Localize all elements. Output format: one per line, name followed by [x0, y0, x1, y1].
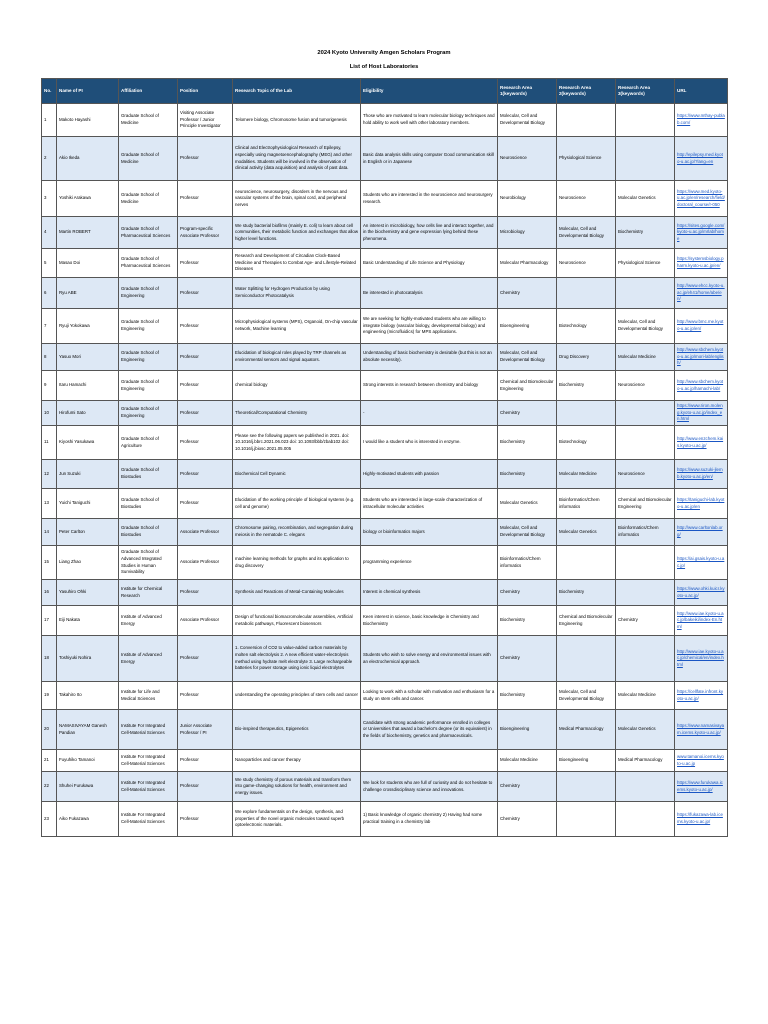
cell-area-1: Biochemistry — [498, 606, 557, 636]
cell-area-2 — [557, 104, 616, 137]
cell-area-1: Bioengineering — [498, 710, 557, 750]
lab-url-link[interactable]: http://www.ehcc.kyoto-u.ac.jp/eh41/home/abe/en/ — [677, 283, 725, 302]
cell-url — [675, 750, 728, 772]
cell-area-1: Chemistry — [498, 580, 557, 606]
lab-url-link[interactable]: https://systemsbiology.pharm.kyoto-u.ac.jp/en/ — [677, 256, 724, 268]
cell-area-3: Physiological Science — [616, 249, 675, 278]
cell-area-1: Chemistry — [498, 278, 557, 309]
cell-area-3: Bioinformatics/Chem informatics — [616, 519, 675, 546]
cell-area-1: Biochemistry — [498, 426, 557, 460]
cell-affiliation: Graduate School of Advanced Integrated Studies in Human Survivability — [119, 546, 178, 580]
lab-url-link[interactable]: https://www.ohki.kuicr.kyoto-u.ac.jp/ — [677, 585, 725, 598]
cell-no: 6 — [42, 278, 57, 309]
table-row — [42, 546, 728, 580]
header-area-2: Research Area 2(keywords) — [557, 79, 616, 104]
cell-eligibility: Be interested in photocatalysis — [361, 278, 498, 309]
header-name: Name of PI — [57, 79, 119, 104]
cell-url — [675, 217, 728, 249]
document-title: 2024 Kyoto University Amgen Scholars Program — [317, 50, 451, 56]
cell-area-3: Biochemistry — [616, 217, 675, 249]
table-row — [42, 460, 728, 489]
cell-eligibility: programming experience — [361, 546, 498, 580]
cell-area-1: Biochemistry — [498, 460, 557, 489]
cell-affiliation: Graduate School of Engineering — [119, 344, 178, 371]
cell-url — [675, 710, 728, 750]
header-affiliation: Affiliation — [119, 79, 178, 104]
cell-eligibility: Basic Understanding of Life Science and Physiology — [361, 249, 498, 278]
cell-eligibility — [361, 750, 498, 772]
cell-url — [675, 344, 728, 371]
cell-no: 12 — [42, 460, 57, 489]
table-row — [42, 750, 728, 772]
table-row — [42, 710, 728, 750]
cell-topic: We study bacterial biofilms (mainly E. coli) to learn about cell communities, their metabolic function and exchanges that allow higher level functions. — [233, 217, 361, 249]
cell-eligibility: Those who are motivated to learn molecular biology techniques and hold ability to work well with other laboratory members. — [361, 104, 498, 137]
cell-area-2: Drug Discovery — [557, 344, 616, 371]
cell-eligibility: biology or bioinformatics majors — [361, 519, 498, 546]
cell-url — [675, 426, 728, 460]
cell-affiliation: Institute for Chemical Research — [119, 580, 178, 606]
cell-area-1: Chemistry — [498, 802, 557, 837]
cell-position: Professor — [178, 401, 233, 426]
cell-no: 2 — [42, 137, 57, 181]
table-header-row — [42, 79, 728, 104]
cell-name: Jun Suzuki — [57, 460, 119, 489]
cell-area-1: Molecular, Cell and Developmental Biology — [498, 104, 557, 137]
cell-name: Masao Doi — [57, 249, 119, 278]
lab-url-link[interactable]: https://taniguchi-lab.kyoto-u.ac.jp/en — [677, 496, 725, 509]
cell-topic: 1. Conversion of CO2 to value-added carbon materials by molten salt electrolysis 2. A new efficient water-electrolysis method using hydrate melt electrolyte 3. Large rechargeable batteries for power storage using ionic liquid electrolytes — [233, 636, 361, 682]
cell-eligibility: Basic data analysis skills using computer Good communication skill in English or in Japanese — [361, 137, 498, 181]
cell-eligibility: Looking to work with a scholar with motivation and enthusiasm for a study on stem cells and cancer. — [361, 682, 498, 710]
cell-area-1: Molecular Medicine — [498, 750, 557, 772]
table-row — [42, 426, 728, 460]
cell-no: 18 — [42, 636, 57, 682]
cell-affiliation: Graduate School of Agriculture — [119, 426, 178, 460]
cell-eligibility: - — [361, 401, 498, 426]
table-row — [42, 802, 728, 837]
cell-area-3 — [616, 137, 675, 181]
cell-no: 19 — [42, 682, 57, 710]
cell-url — [675, 772, 728, 802]
cell-affiliation: Graduate School of Biostudies — [119, 489, 178, 519]
table-row — [42, 137, 728, 181]
cell-area-2: Medical Pharmacology — [557, 710, 616, 750]
cell-area-2: Chemical and Biomolecular Engineering — [557, 606, 616, 636]
table-row — [42, 606, 728, 636]
cell-position: Professor — [178, 137, 233, 181]
table-row — [42, 401, 728, 426]
cell-position: Professor — [178, 460, 233, 489]
cell-area-1: Neuroscience — [498, 137, 557, 181]
cell-area-3: Neuroscience — [616, 371, 675, 401]
cell-affiliation: Institute For Integrated Cell-Material Sciences — [119, 802, 178, 837]
cell-url — [675, 309, 728, 344]
lab-url-link[interactable]: http://www.iae.kyoto-u.ac.jp/chemical/en/index.html — [677, 648, 724, 667]
cell-eligibility: Understanding of basic biochemistry is desirable (but this is not an absolute necessity). — [361, 344, 498, 371]
cell-url — [675, 137, 728, 181]
cell-url — [675, 104, 728, 137]
cell-position: Professor — [178, 309, 233, 344]
cell-affiliation: Graduate School of Engineering — [119, 371, 178, 401]
header-area-1: Research Area 1(keywords) — [498, 79, 557, 104]
cell-affiliation: Institute for Life and Medical Sciences — [119, 682, 178, 710]
cell-area-2: Biotechnology — [557, 426, 616, 460]
cell-position: Professor — [178, 636, 233, 682]
cell-eligibility: 1) Basic knowledge of organic chemistry 2) Having had some practical training in a chemistry lab — [361, 802, 498, 837]
lab-url-link[interactable]: https://cellfate.infront.kyoto-u.ac.jp/ — [677, 688, 724, 701]
cell-area-3 — [616, 278, 675, 309]
cell-no: 22 — [42, 772, 57, 802]
cell-area-2: Neuroscience — [557, 181, 616, 217]
cell-area-2: Molecular, Cell and Developmental Biology — [557, 682, 616, 710]
cell-eligibility: Interest in chemical synthesis — [361, 580, 498, 606]
cell-area-1: Molecular Pharmacology — [498, 249, 557, 278]
lab-url-link[interactable]: https://fukazawa-lab.icems.kyoto-u.ac.jp/ — [677, 812, 723, 824]
cell-topic: Design of functional biomacromolecular assemblies, Artificial metabolic pathways, Fluorescent biosensors — [233, 606, 361, 636]
cell-no: 5 — [42, 249, 57, 278]
cell-topic: machine learning methods for graphs and its application to drug discovery — [233, 546, 361, 580]
table-row — [42, 217, 728, 249]
cell-eligibility: Students who wish to solve energy and environmental issues with an electrochemical approach. — [361, 636, 498, 682]
cell-area-2 — [557, 546, 616, 580]
cell-area-2: Molecular Genetics — [557, 519, 616, 546]
cell-area-3 — [616, 772, 675, 802]
cell-url — [675, 802, 728, 837]
cell-affiliation: Graduate School of Engineering — [119, 309, 178, 344]
cell-area-1: Molecular Genetics — [498, 489, 557, 519]
cell-area-3: Chemical and Biomolecular Engineering — [616, 489, 675, 519]
cell-eligibility: I would like a student who is interested in enzyme. — [361, 426, 498, 460]
cell-no: 21 — [42, 750, 57, 772]
cell-no: 15 — [42, 546, 57, 580]
cell-no: 16 — [42, 580, 57, 606]
cell-topic: Theoretical/Computational Chemistry — [233, 401, 361, 426]
cell-topic: Research and Development of Circadian Clock-Based Medicine and Therapies to Combat Age- and Lifestyle-Related Diseases — [233, 249, 361, 278]
cell-position: Professor — [178, 371, 233, 401]
header-position: Position — [178, 79, 233, 104]
cell-area-3 — [616, 546, 675, 580]
cell-affiliation: Graduate School of Engineering — [119, 401, 178, 426]
cell-eligibility: We are seeking for highly-motivated students who are willing to integrate biology (vascular biology, developmental biology) and engineering (microfluidics) for MPS applications. — [361, 309, 498, 344]
cell-area-2: Biotechnology — [557, 309, 616, 344]
cell-no: 4 — [42, 217, 57, 249]
cell-name: Yasuhiro Ohki — [57, 580, 119, 606]
lab-url-link[interactable]: https://www.riron.moleng.kyoto-u.ac.jp/index_en.html — [677, 403, 723, 422]
table-row — [42, 489, 728, 519]
cell-area-2 — [557, 278, 616, 309]
lab-url-link[interactable]: https://ai.gsais.kyoto-u.ac.jp/ — [677, 555, 725, 568]
cell-area-2: Bioinformatics/Chem informatics — [557, 489, 616, 519]
cell-area-3 — [616, 401, 675, 426]
cell-name: Hirofumi Sato — [57, 401, 119, 426]
cell-area-2: Molecular, Cell and Developmental Biology — [557, 217, 616, 249]
cell-topic: Synthesis and Reactions of Metal-Containing Molecules — [233, 580, 361, 606]
cell-position: Professor — [178, 344, 233, 371]
cell-no: 20 — [42, 710, 57, 750]
table-row — [42, 682, 728, 710]
cell-url — [675, 401, 728, 426]
cell-name: Toshiyuki Nohira — [57, 636, 119, 682]
cell-name: NAMASIVAYAM Ganesh Pandian — [57, 710, 119, 750]
cell-affiliation: Institute of Advanced Energy — [119, 606, 178, 636]
cell-area-1: Neurobiology — [498, 181, 557, 217]
lab-url-link[interactable]: http://www.iae.kyoto-u.ac.jp/bakeiki/index-En.html — [677, 610, 724, 629]
cell-position: Professor — [178, 249, 233, 278]
lab-url-link[interactable]: http://www.carltonlab.org/ — [677, 525, 723, 537]
cell-eligibility: Keen interest in science, basic knowledge in Chemistry and Biochemistry — [361, 606, 498, 636]
cell-url — [675, 636, 728, 682]
table-row — [42, 181, 728, 217]
header-eligibility: Eligibility — [361, 79, 498, 104]
cell-name: Yuichi Taniguchi — [57, 489, 119, 519]
cell-affiliation: Graduate School of Pharmaceutical Sciences — [119, 249, 178, 278]
cell-name: Yoshiki Arakawa — [57, 181, 119, 217]
header-area-3: Research Area 3(keywords) — [616, 79, 675, 104]
cell-name: Eiji Nakata — [57, 606, 119, 636]
cell-topic: Clinical and Electrophysiological Research of Epilepsy, especially using magnetoencephalography (MEG) and other modalities. Students will be involved in the observation of clinical activity (data acquisition) and analysis of past data. — [233, 137, 361, 181]
cell-eligibility: Students who are interested in the neuroscience and neurosurgery research. — [361, 181, 498, 217]
cell-topic: Elucidation of the working principle of biological systems (e.g. cell and genome) — [233, 489, 361, 519]
cell-area-1: Molecular, Cell and Developmental Biology — [498, 519, 557, 546]
cell-area-2 — [557, 636, 616, 682]
cell-affiliation: Graduate School of Medicine — [119, 137, 178, 181]
cell-affiliation: Institute For Integrated Cell-Material Sciences — [119, 772, 178, 802]
cell-affiliation: Institute For Integrated Cell-Material Sciences — [119, 710, 178, 750]
host-laboratories-table — [41, 78, 728, 837]
cell-area-2: Neuroscience — [557, 249, 616, 278]
cell-area-3 — [616, 802, 675, 837]
cell-area-1: Chemical and Biomolecular Engineering — [498, 371, 557, 401]
cell-no: 10 — [42, 401, 57, 426]
cell-affiliation: Graduate School of Medicine — [119, 181, 178, 217]
cell-position: Professor — [178, 772, 233, 802]
cell-topic: Biochemical Cell Dynamic — [233, 460, 361, 489]
cell-topic: Microphysiological systems (MPS), Organoid, On-chip vascular network, Machine learning — [233, 309, 361, 344]
cell-area-2 — [557, 772, 616, 802]
table-row — [42, 772, 728, 802]
cell-name: Shuhei Furukawa — [57, 772, 119, 802]
cell-area-2: Biochemistry — [557, 371, 616, 401]
cell-topic: We explore fundamentals on the design, synthesis, and properties of the novel organic molecules toward superb optoelectronic materials. — [233, 802, 361, 837]
cell-name: Yasuo Mori — [57, 344, 119, 371]
cell-url — [675, 278, 728, 309]
cell-no: 11 — [42, 426, 57, 460]
cell-url — [675, 249, 728, 278]
cell-name: Ryu ABE — [57, 278, 119, 309]
lab-url-link[interactable]: http://epilepsy.med.kyoto-u.ac.jp/?lang=en — [677, 151, 723, 164]
cell-area-3: Molecular Genetics — [616, 181, 675, 217]
cell-area-3: Neuroscience — [616, 460, 675, 489]
lab-url-link[interactable]: https://www.furukawa.icems.kyoto-u.ac.jp/ — [677, 779, 723, 792]
cell-topic: Nanoparticles and cancer therapy — [233, 750, 361, 772]
cell-area-3: Molecular Medicine — [616, 682, 675, 710]
lab-url-link[interactable]: https://sites.google.com/kyoto-u.ac.jp/mrlab/home — [677, 222, 725, 241]
cell-area-2 — [557, 802, 616, 837]
cell-affiliation: Institute For Integrated Cell-Material Sciences — [119, 750, 178, 772]
lab-url-link[interactable]: http://www.sbchem.kyoto-u.ac.jp/hamachi-lab/ — [677, 378, 724, 391]
cell-position: Associate Professor — [178, 519, 233, 546]
cell-position: Professor — [178, 802, 233, 837]
cell-affiliation: Institute of Advanced Energy — [119, 636, 178, 682]
cell-affiliation: Graduate School of Medicine — [119, 104, 178, 137]
cell-name: Martin ROBERT — [57, 217, 119, 249]
cell-area-3 — [616, 636, 675, 682]
cell-url — [675, 460, 728, 489]
cell-position: Professor — [178, 750, 233, 772]
cell-no: 3 — [42, 181, 57, 217]
cell-position: Professor — [178, 278, 233, 309]
cell-name: Aiko Fukazawa — [57, 802, 119, 837]
cell-topic: We study chemistry of porous materials and transform them into game-changing solutions for health, environment and energy issues. — [233, 772, 361, 802]
lab-url-link[interactable]: https://www.namasivayam.icems.kyoto-u.ac.jp/ — [677, 722, 725, 735]
cell-area-1: Bioengineering — [498, 309, 557, 344]
lab-url-link[interactable]: http://www.enzchem.kais.kyoto-u.ac.jp/ — [677, 435, 724, 448]
cell-no: 1 — [42, 104, 57, 137]
cell-url — [675, 580, 728, 606]
cell-area-1: Microbiology — [498, 217, 557, 249]
table-row — [42, 249, 728, 278]
cell-url — [675, 489, 728, 519]
cell-name: Takahiro Ito — [57, 682, 119, 710]
cell-topic: neuroscience, neurosurgery, disorders in the nervous and vascular systems of the brain, spinal cord, and peripheral nerves — [233, 181, 361, 217]
table-row — [42, 371, 728, 401]
cell-position: Associate Professor — [178, 546, 233, 580]
cell-area-2: Physiological Science — [557, 137, 616, 181]
cell-area-1: Chemistry — [498, 401, 557, 426]
cell-position: Program-specific Associate Professor — [178, 217, 233, 249]
document-subtitle: List of Host Laboratories — [349, 64, 419, 70]
cell-name: Akio Ikeda — [57, 137, 119, 181]
cell-position: Professor — [178, 682, 233, 710]
cell-url — [675, 606, 728, 636]
cell-area-2: Biochemistry — [557, 580, 616, 606]
cell-area-3: Medical Pharmacology — [616, 750, 675, 772]
cell-no: 13 — [42, 489, 57, 519]
table-row — [42, 278, 728, 309]
cell-area-1: Chemistry — [498, 772, 557, 802]
cell-url — [675, 519, 728, 546]
cell-no: 14 — [42, 519, 57, 546]
cell-no: 7 — [42, 309, 57, 344]
cell-no: 9 — [42, 371, 57, 401]
cell-eligibility: Students who are interested in large-scale characterization of intracellular molecular activities — [361, 489, 498, 519]
header-url: URL — [675, 79, 728, 104]
cell-position: Visiting Associate Professor / Junior Principle Investigator — [178, 104, 233, 137]
cell-topic: Water Splitting for Hydrogen Production by using Semiconductor Photocatalysis — [233, 278, 361, 309]
cell-area-3: Molecular Genetics — [616, 710, 675, 750]
cell-name: Liang Zhao — [57, 546, 119, 580]
cell-area-1: Molecular, Cell and Developmental Biology — [498, 344, 557, 371]
cell-eligibility: An interest in microbiology, how cells live and interact together, and in the biochemistry and gene expression lying behind these phenomena. — [361, 217, 498, 249]
cell-name: Itaru Hamachi — [57, 371, 119, 401]
cell-area-2 — [557, 401, 616, 426]
table-row — [42, 580, 728, 606]
header-no: No. — [42, 79, 57, 104]
table-row — [42, 344, 728, 371]
cell-affiliation: Graduate School of Engineering — [119, 278, 178, 309]
cell-topic: Telomere biology, Chromosome fusion and tumorigenesis — [233, 104, 361, 137]
header-topic: Research Topic of the Lab — [233, 79, 361, 104]
cell-position: Professor — [178, 181, 233, 217]
cell-eligibility: Candidate with strong academic performance enrolled in colleges or Universities that award a bachelor's degree (or its equivalent) in the fields of biochemistry, genetics and pharmaceuticals. — [361, 710, 498, 750]
cell-position: Junior Associate Professor / PI — [178, 710, 233, 750]
cell-affiliation: Graduate School of Biostudies — [119, 460, 178, 489]
cell-topic: Chromosome pairing, recombination, and segregation during meiosis in the nematode C. elegans — [233, 519, 361, 546]
cell-topic: Please see the following papers we published in 2021. doi: 10.1016/j.bbrc.2021.06.023 doi: 10.1093/bbb/zbab102 doi: 10.1016/j.jbiosc.2021.05.005 — [233, 426, 361, 460]
cell-area-3 — [616, 580, 675, 606]
cell-topic: understanding the operating principles of stem cells and cancer — [233, 682, 361, 710]
lab-url-link[interactable]: https://www.suzuki-jlemb.kyoto-u.ac.jp/en/ — [677, 467, 723, 479]
lab-url-link[interactable]: http://www.sbchem.kyoto-u.ac.jp/mori-lab/english/ — [677, 347, 724, 366]
cell-url — [675, 181, 728, 217]
lab-url-link[interactable]: http://www.bmc.me.kyoto-u.ac.jp/en/ — [677, 319, 724, 331]
cell-area-3: Molecular Medicine — [616, 344, 675, 371]
lab-url-link[interactable]: https://www.mthay-publab.com/ — [677, 113, 725, 125]
cell-eligibility: Strong interests in research between chemistry and biology — [361, 371, 498, 401]
table-row — [42, 104, 728, 137]
table-row — [42, 309, 728, 344]
table-row — [42, 519, 728, 546]
cell-position: Professor — [178, 489, 233, 519]
cell-no: 8 — [42, 344, 57, 371]
cell-url — [675, 546, 728, 580]
cell-name: Makoto Hayashi — [57, 104, 119, 137]
cell-area-2: Molecular Medicine — [557, 460, 616, 489]
cell-area-3: Chemistry — [616, 606, 675, 636]
cell-name: Peter Carlton — [57, 519, 119, 546]
table-body — [42, 104, 728, 837]
cell-no: 23 — [42, 802, 57, 837]
cell-topic: Elucidation of biological roles played by TRP channels as environmental sensors and signal aquators. — [233, 344, 361, 371]
lab-url-link[interactable]: https://www.med.kyoto-u.ac.jp/en/research/field/doctoral_course/r-050 — [677, 188, 725, 207]
cell-area-2: Bioengineering — [557, 750, 616, 772]
cell-position: Professor — [178, 426, 233, 460]
cell-name: Fuyuhiko Tamanoi — [57, 750, 119, 772]
cell-area-3 — [616, 104, 675, 137]
cell-area-3 — [616, 426, 675, 460]
cell-area-1: Chemistry — [498, 636, 557, 682]
cell-area-1: Biochemistry — [498, 682, 557, 710]
cell-topic: chemical biology — [233, 371, 361, 401]
table-row — [42, 636, 728, 682]
cell-affiliation: Graduate School of Biostudies — [119, 519, 178, 546]
cell-name: Kiyoshi Yasukawa — [57, 426, 119, 460]
cell-position: Associate Professor — [178, 606, 233, 636]
cell-no: 17 — [42, 606, 57, 636]
cell-area-3: Molecular, Cell and Developmental Biology — [616, 309, 675, 344]
cell-topic: Bio-inspired therapeutics, Epigenetics — [233, 710, 361, 750]
cell-position: Professor — [178, 580, 233, 606]
cell-name: Ryuji Yokokawa — [57, 309, 119, 344]
cell-affiliation: Graduate School of Pharmaceutical Sciences — [119, 217, 178, 249]
cell-area-1: Bioinformatics/Chem informatics — [498, 546, 557, 580]
cell-eligibility: We look for students who are full of curiosity and do not hesitate to challenge crossdisciplinary science and innovations. — [361, 772, 498, 802]
cell-eligibility: Highly-motivated students with passion — [361, 460, 498, 489]
cell-url — [675, 682, 728, 710]
cell-url — [675, 371, 728, 401]
lab-url-link[interactable]: www.tamanoi.icems.kyoto-u.ac.jp — [677, 753, 724, 766]
